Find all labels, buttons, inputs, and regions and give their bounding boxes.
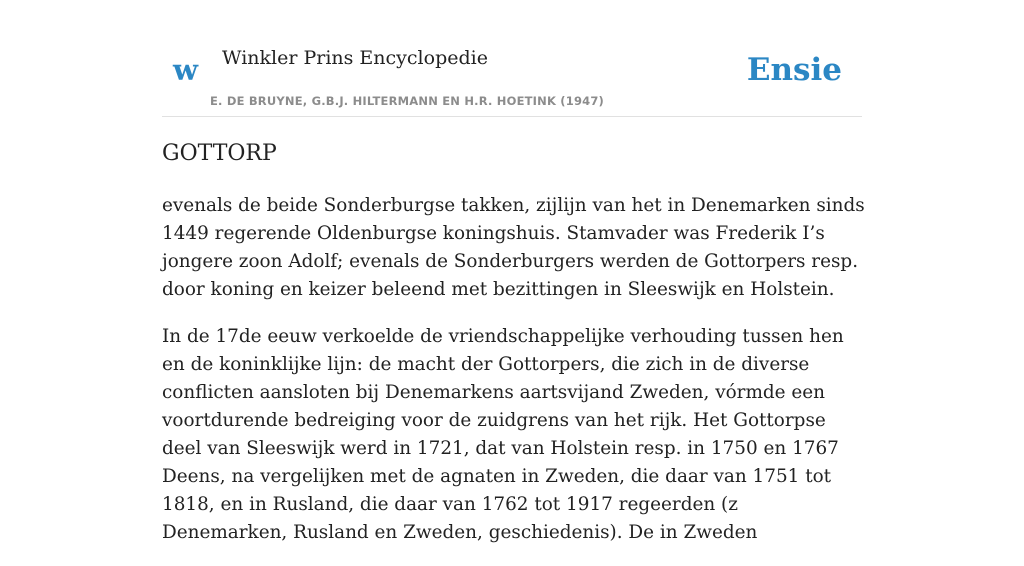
entry-paragraph: evenals de beide Sonderburgse takken, zijlijn van het in Denemarken sinds 1449 regerende Oldenburgse koningshuis. Stamvader was Frederik I’s jongere zoon Adolf; evenals de Sonderburgers werden de Gottorpers resp. door koning en keizer beleend met bezittingen in Sleeswijk en Holstein.	[162, 195, 865, 300]
entry-body	[162, 192, 867, 566]
ensie-brand-link[interactable]: Ensie	[746, 52, 842, 88]
publication-authors: E. DE BRUYNE, G.B.J. HILTERMANN EN H.R. HOETINK (1947)	[210, 94, 605, 108]
publication-title[interactable]: Winkler Prins Encyclopedie	[222, 47, 488, 69]
site-header	[162, 0, 862, 117]
entry-paragraph: In de 17de eeuw verkoelde de vriendschappelijke verhouding tussen hen en de koninklijke lijn: de macht der Gottorpers, die zich in de diverse conflicten aansloten bij Denemarkens aartsvijand Zweden, vórmde een voortdurende bedreiging voor de zuidgrens van het rijk. Het Gottorpse deel van Sleeswijk werd in 1721, dat van Holstein resp. in 1750 en 1767 Deens, na vergelijken met de agnaten in Zweden, die daar van 1751 tot 1818, en in Rusland, die daar van 1762 tot 1917 regeerden (z Denemarken, Rusland en Zweden, geschiedenis). De in Zweden	[162, 326, 844, 543]
entry-title: GOTTORP	[162, 141, 277, 166]
winkler-prins-logo-icon[interactable]: w	[173, 53, 198, 87]
